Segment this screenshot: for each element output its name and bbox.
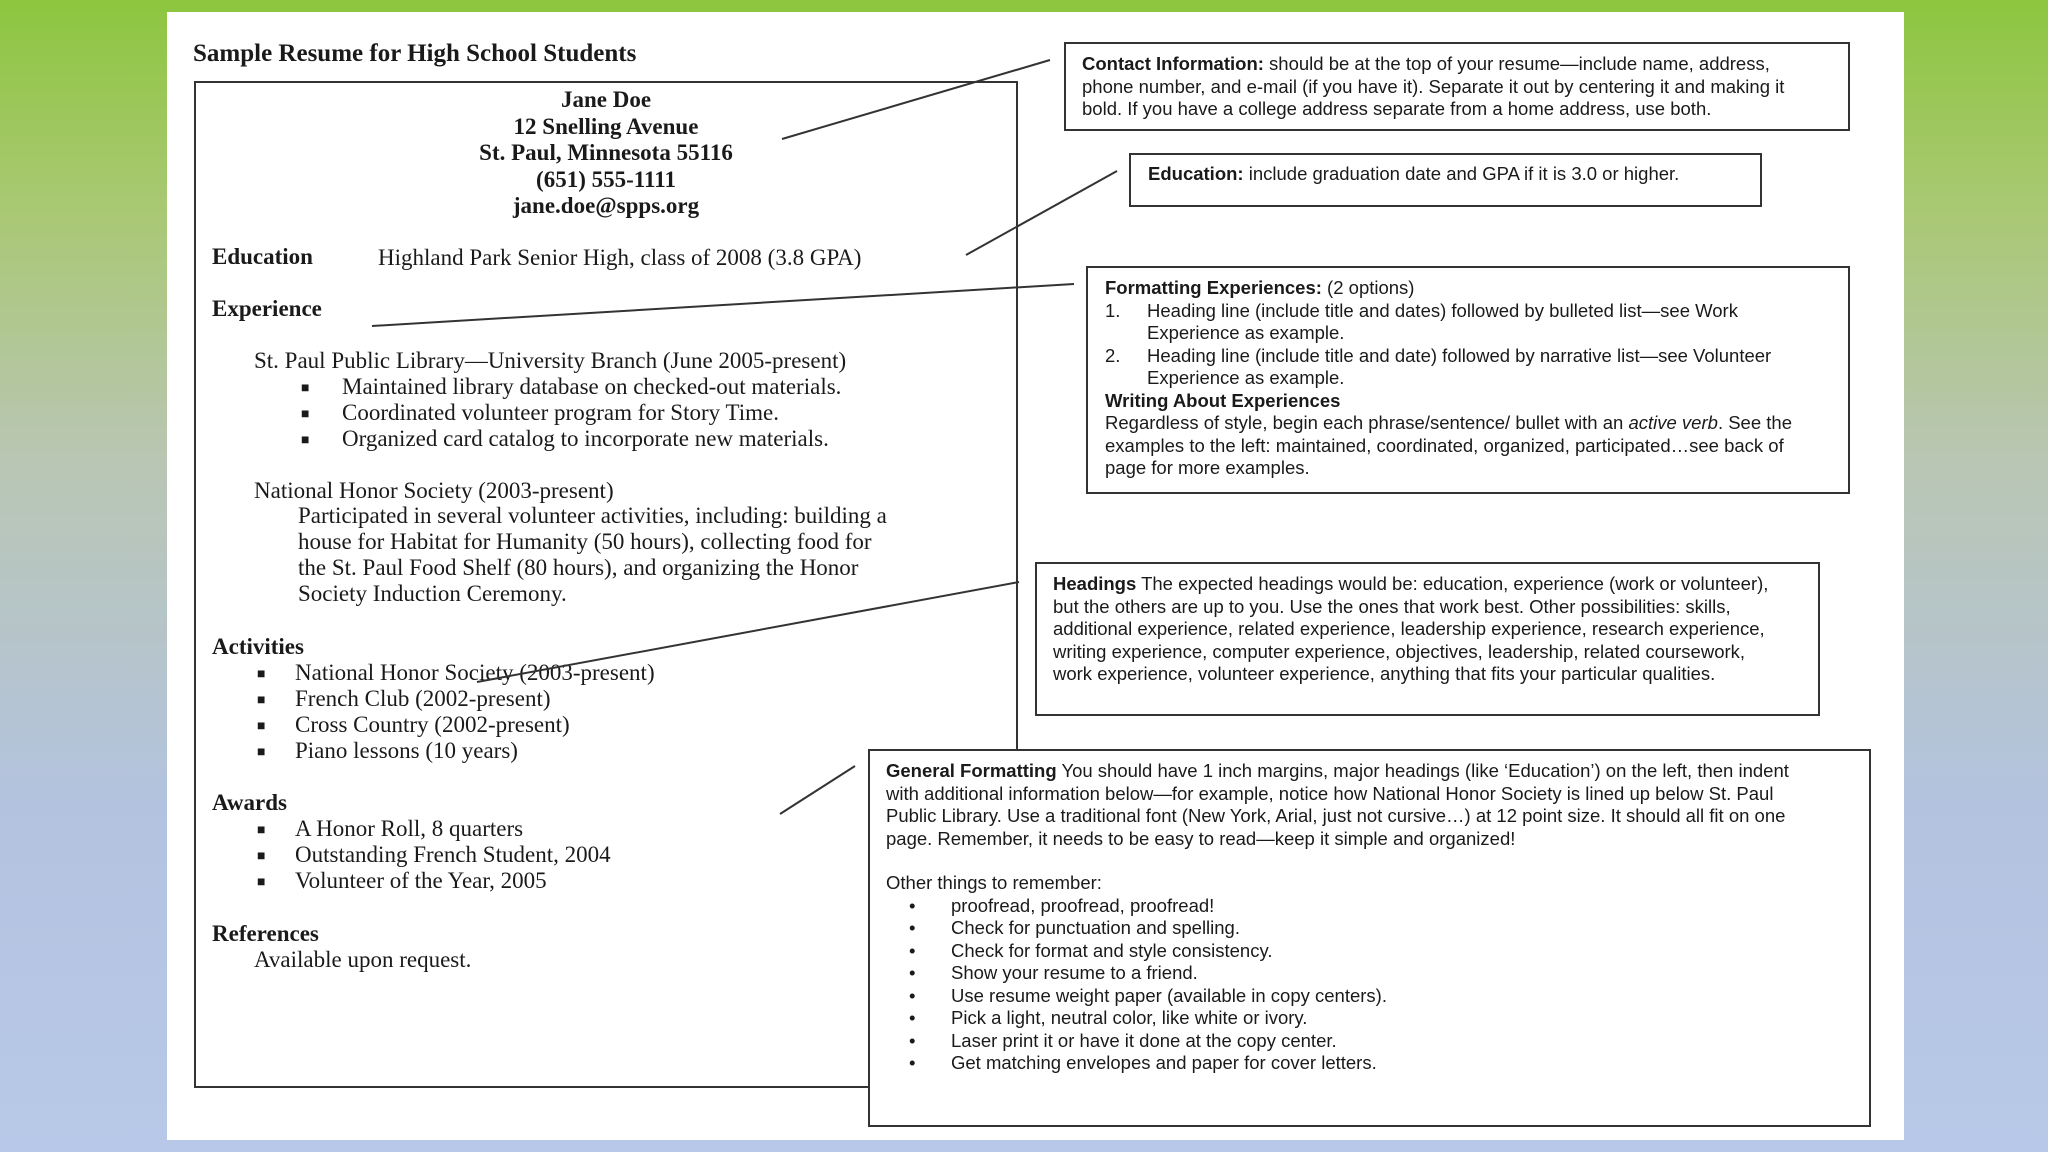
bullet-icon: ■ <box>257 875 266 890</box>
contact-info-note <box>1064 42 1850 131</box>
job-narrative-line: the St. Paul Food Shelf (80 hours), and organizing the Honor <box>298 555 859 580</box>
bullet-icon: • <box>909 939 916 961</box>
job-narrative-line: house for Habitat for Humanity (50 hours), collecting food for <box>298 529 872 554</box>
bullet-icon: • <box>909 894 916 916</box>
job-title-nhs: National Honor Society (2003-present) <box>254 478 614 503</box>
activity-item: French Club (2002-present) <box>295 686 551 711</box>
activities-heading: Activities <box>212 634 304 659</box>
bullet-icon: • <box>909 1029 916 1051</box>
formatting-experiences-note <box>1086 266 1850 494</box>
slide-page <box>167 12 1904 1140</box>
activity-item: Piano lessons (10 years) <box>295 738 518 763</box>
award-item: A Honor Roll, 8 quarters <box>295 816 524 841</box>
award-item: Outstanding French Student, 2004 <box>295 842 611 867</box>
contact-phone: (651) 555-1111 <box>536 166 676 192</box>
award-item: Volunteer of the Year, 2005 <box>295 868 547 893</box>
note-label: Headings <box>1053 573 1137 594</box>
note-text: examples to the left: maintained, coordinated, organized, participated…see back of <box>1105 434 1784 456</box>
education-note <box>1129 153 1762 207</box>
job-narrative-line: Participated in several volunteer activities, including: building a <box>298 503 887 528</box>
note-text: phone number, and e-mail (if you have it). Separate it out by centering it and making it <box>1082 75 1785 97</box>
note-text: page for more examples. <box>1105 457 1310 478</box>
connector-line <box>782 60 1050 139</box>
reminder-item: Pick a light, neutral color, like white or ivory. <box>951 1007 1308 1028</box>
bullet-icon: • <box>909 984 916 1006</box>
references-heading: References <box>212 921 319 946</box>
job-bullet: Maintained library database on checked-out materials. <box>342 374 842 399</box>
bullet-icon: ■ <box>257 693 266 708</box>
job-bullet: Coordinated volunteer program for Story Time. <box>342 400 779 425</box>
education-heading: Education <box>212 244 313 269</box>
note-label: Education: <box>1148 163 1244 184</box>
bullet-icon: ■ <box>301 381 310 396</box>
note-label: Formatting Experiences: <box>1105 277 1322 298</box>
note-subheading: Writing About Experiences <box>1105 389 1341 411</box>
reminder-item: Check for format and style consistency. <box>951 939 1273 961</box>
bullet-icon: ■ <box>257 823 266 838</box>
note-subheading: Other things to remember: <box>886 872 1102 893</box>
note-label: Contact Information: <box>1082 53 1264 74</box>
note-text: Experience as example. <box>1147 322 1345 343</box>
note-text: should be at the top of your resume—include name, address, <box>1263 53 1770 74</box>
note-text: page. Remember, it needs to be easy to read—keep it simple and organized! <box>886 827 1516 849</box>
note-text: writing experience, computer experience, objectives, leadership, related coursework, <box>1053 640 1746 662</box>
note-label: General Formatting <box>886 760 1057 781</box>
bullet-icon: ■ <box>257 849 266 864</box>
note-text: but the others are up to you. Use the ones that work best. Other possibilities: skills, <box>1053 595 1731 617</box>
contact-name: Jane Doe <box>560 87 652 112</box>
note-text: with additional information below—for example, notice how National Honor Society is lined up below St. Paul <box>886 782 1774 804</box>
note-emphasis: active verb <box>1628 412 1718 433</box>
note-text: (2 options) <box>1321 277 1415 298</box>
awards-heading: Awards <box>212 790 287 815</box>
note-text: Public Library. Use a traditional font (New York, Arial, just not cursive…) at 12 point size. It should all fit on one <box>886 805 1786 826</box>
contact-city: St. Paul, Minnesota 55116 <box>479 140 733 165</box>
headings-note <box>1035 562 1820 716</box>
activity-item: National Honor Society (2003-present) <box>295 660 655 685</box>
bullet-icon: • <box>909 917 916 938</box>
note-text: bold. If you have a college address separate from a home address, use both. <box>1082 98 1712 119</box>
reminder-item: Check for punctuation and spelling. <box>951 917 1240 938</box>
note-text: additional experience, related experience, leadership experience, research experience, <box>1053 618 1765 639</box>
activity-item: Cross Country (2002-present) <box>295 712 570 737</box>
connector-line <box>780 766 855 814</box>
note-text: include graduation date and GPA if it is 3.0 or higher. <box>1243 163 1680 184</box>
bullet-icon: ■ <box>301 433 310 448</box>
bullet-icon: • <box>909 962 916 983</box>
contact-street: 12 Snelling Avenue <box>513 113 699 139</box>
bullet-icon: ■ <box>257 745 266 760</box>
reminder-item: Laser print it or have it done at the copy center. <box>951 1029 1337 1051</box>
note-text: You should have 1 inch margins, major headings (like ‘Education’) on the left, then indent <box>1056 760 1789 781</box>
experience-heading: Experience <box>212 296 322 321</box>
bullet-icon: • <box>909 1052 916 1073</box>
education-text: Highland Park Senior High, class of 2008 (3.8 GPA) <box>378 245 862 270</box>
connector-line <box>477 582 1019 682</box>
bullet-icon: ■ <box>301 407 310 422</box>
note-text: Experience as example. <box>1147 367 1345 388</box>
job-title-library: St. Paul Public Library—University Branch (June 2005-present) <box>254 348 847 373</box>
note-text: Heading line (include title and date) followed by narrative list—see Volunteer <box>1147 344 1772 366</box>
reminder-item: Show your resume to a friend. <box>951 962 1198 983</box>
list-number: 2. <box>1105 344 1121 366</box>
bullet-icon: • <box>909 1007 916 1028</box>
note-text: . See the <box>1717 412 1792 433</box>
list-number: 1. <box>1105 299 1121 321</box>
bullet-icon: ■ <box>257 719 266 734</box>
general-formatting-note <box>868 749 1871 1127</box>
connector-line <box>966 171 1117 255</box>
document-title: Sample Resume for High School Students <box>193 40 637 67</box>
job-bullet: Organized card catalog to incorporate new materials. <box>342 426 829 451</box>
reminder-item: Get matching envelopes and paper for cover letters. <box>951 1052 1377 1073</box>
note-text: Heading line (include title and dates) followed by bulleted list—see Work <box>1147 299 1738 321</box>
job-narrative-line: Society Induction Ceremony. <box>298 581 567 606</box>
bullet-icon: ■ <box>257 667 266 682</box>
reminder-item: proofread, proofread, proofread! <box>951 894 1215 916</box>
references-text: Available upon request. <box>254 947 472 972</box>
note-text: The expected headings would be: education, experience (work or volunteer), <box>1136 573 1769 594</box>
connector-line <box>372 284 1074 326</box>
note-text: work experience, volunteer experience, anything that fits your particular qualities. <box>1053 663 1716 684</box>
note-text: Regardless of style, begin each phrase/sentence/ bullet with an <box>1105 412 1629 433</box>
contact-email: jane.doe@spps.org <box>512 193 700 218</box>
reminder-item: Use resume weight paper (available in copy centers). <box>951 984 1387 1006</box>
